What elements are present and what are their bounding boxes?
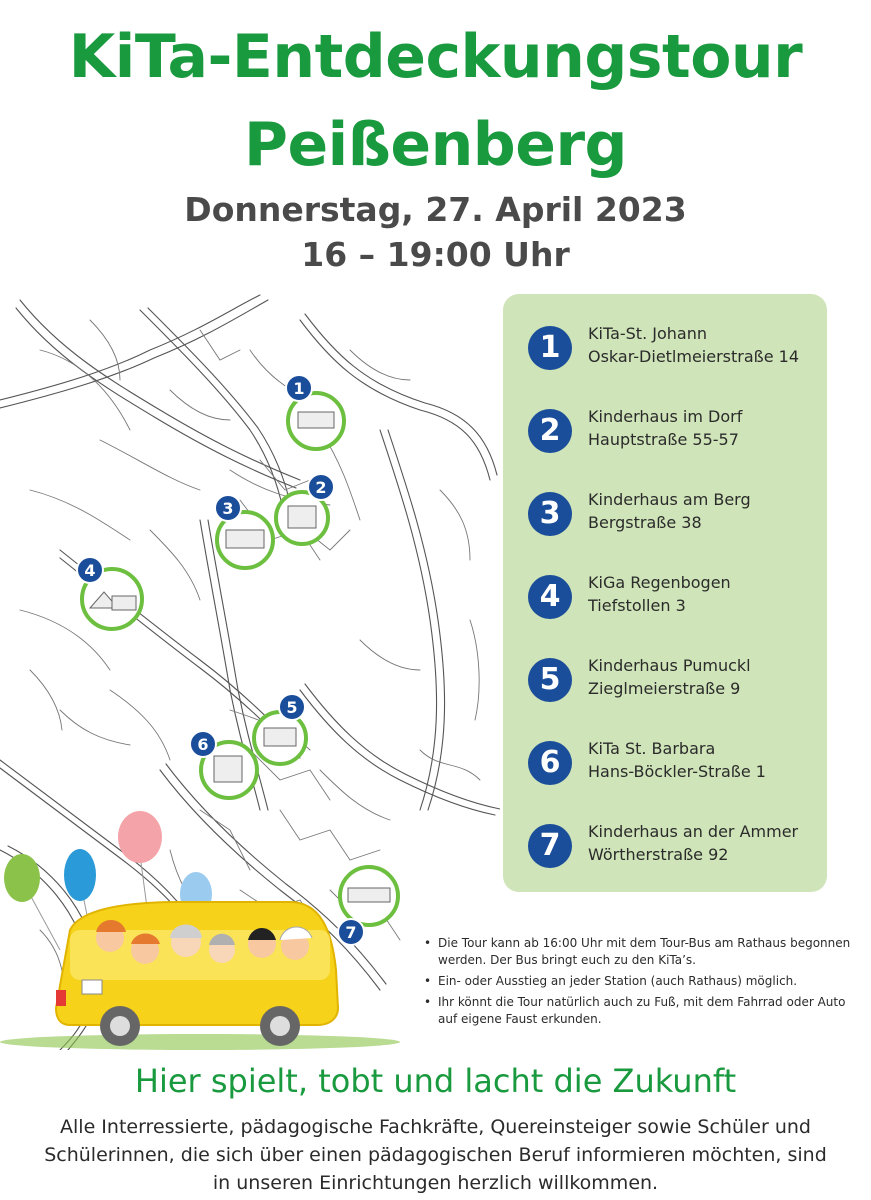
tour-notes — [420, 935, 860, 1032]
location-number-4: 4 — [528, 575, 572, 619]
invitation-text: Alle Interressierte, pädagogische Fachkräfte, Quereinsteiger sowie Schüler und Schülerinnen, die sich über einen pädagogischen Beruf informieren möchten, sind in unseren Einrichtungen herzlich willkommen. — [44, 1116, 827, 1194]
location-address-1: Oskar-Dietlmeierstraße 14 — [588, 347, 800, 366]
location-address-2: Hauptstraße 55-57 — [588, 430, 739, 449]
location-address-4: Tiefstollen 3 — [588, 596, 686, 615]
map-marker-3-label: 3 — [222, 499, 234, 518]
location-number-5: 5 — [528, 658, 572, 702]
map-marker-4 — [77, 557, 142, 629]
note-bus: • Die Tour kann ab 16:00 Uhr mit dem Tour-Bus am Rathaus begonnen werden. Der Bus bringt euch zu den KiTa’s. — [420, 935, 860, 969]
map-marker-4-label: 4 — [84, 561, 96, 580]
tagline: Hier spielt, tobt und lacht die Zukunft — [134, 1062, 737, 1100]
location-name-2: Kinderhaus im Dorf — [588, 407, 743, 426]
note-stops: • Ein- oder Ausstieg an jeder Station (auch Rathaus) möglich. — [420, 973, 860, 990]
map-marker-1 — [286, 375, 344, 449]
map-marker-7-label: 7 — [345, 923, 357, 942]
location-name-1: KiTa-St. Johann — [588, 324, 707, 343]
map-marker-5-label: 5 — [286, 698, 298, 717]
location-number-6: 6 — [528, 741, 572, 785]
location-number-3: 3 — [528, 492, 572, 536]
map-marker-7 — [338, 867, 398, 945]
balloon-pink — [118, 811, 162, 863]
location-address-6: Hans-Böckler-Straße 1 — [588, 762, 766, 781]
location-address-7: Wörtherstraße 92 — [588, 845, 729, 864]
location-name-5: Kinderhaus Pumuckl — [588, 656, 751, 675]
location-name-3: Kinderhaus am Berg — [588, 490, 751, 509]
map-marker-6 — [190, 731, 257, 798]
location-number-7: 7 — [528, 824, 572, 868]
location-name-4: KiGa Regenbogen — [588, 573, 731, 592]
event-date: Donnerstag, 27. April 2023 — [184, 190, 687, 229]
balloon-blue — [64, 849, 96, 901]
map-marker-6-label: 6 — [197, 735, 209, 754]
location-address-5: Zieglmeierstraße 9 — [588, 679, 741, 698]
location-number-1: 1 — [528, 326, 572, 370]
event-time: 16 – 19:00 Uhr — [301, 235, 570, 274]
title-line-2: Peißenberg — [244, 110, 627, 180]
title-line-1: KiTa-Entdeckungstour — [68, 22, 803, 92]
location-number-2: 2 — [528, 409, 572, 453]
map-marker-2-label: 2 — [315, 478, 327, 497]
map-marker-5 — [254, 694, 306, 764]
map-marker-1-label: 1 — [293, 379, 305, 398]
note-self-guided: • Ihr könnt die Tour natürlich auch zu Fuß, mit dem Fahrrad oder Auto auf eigene Faust erkunden. — [420, 994, 860, 1028]
location-name-6: KiTa St. Barbara — [588, 739, 716, 758]
location-address-3: Bergstraße 38 — [588, 513, 702, 532]
location-name-7: Kinderhaus an der Ammer — [588, 822, 799, 841]
location-list-panel — [503, 294, 827, 892]
balloon-green — [4, 854, 40, 902]
